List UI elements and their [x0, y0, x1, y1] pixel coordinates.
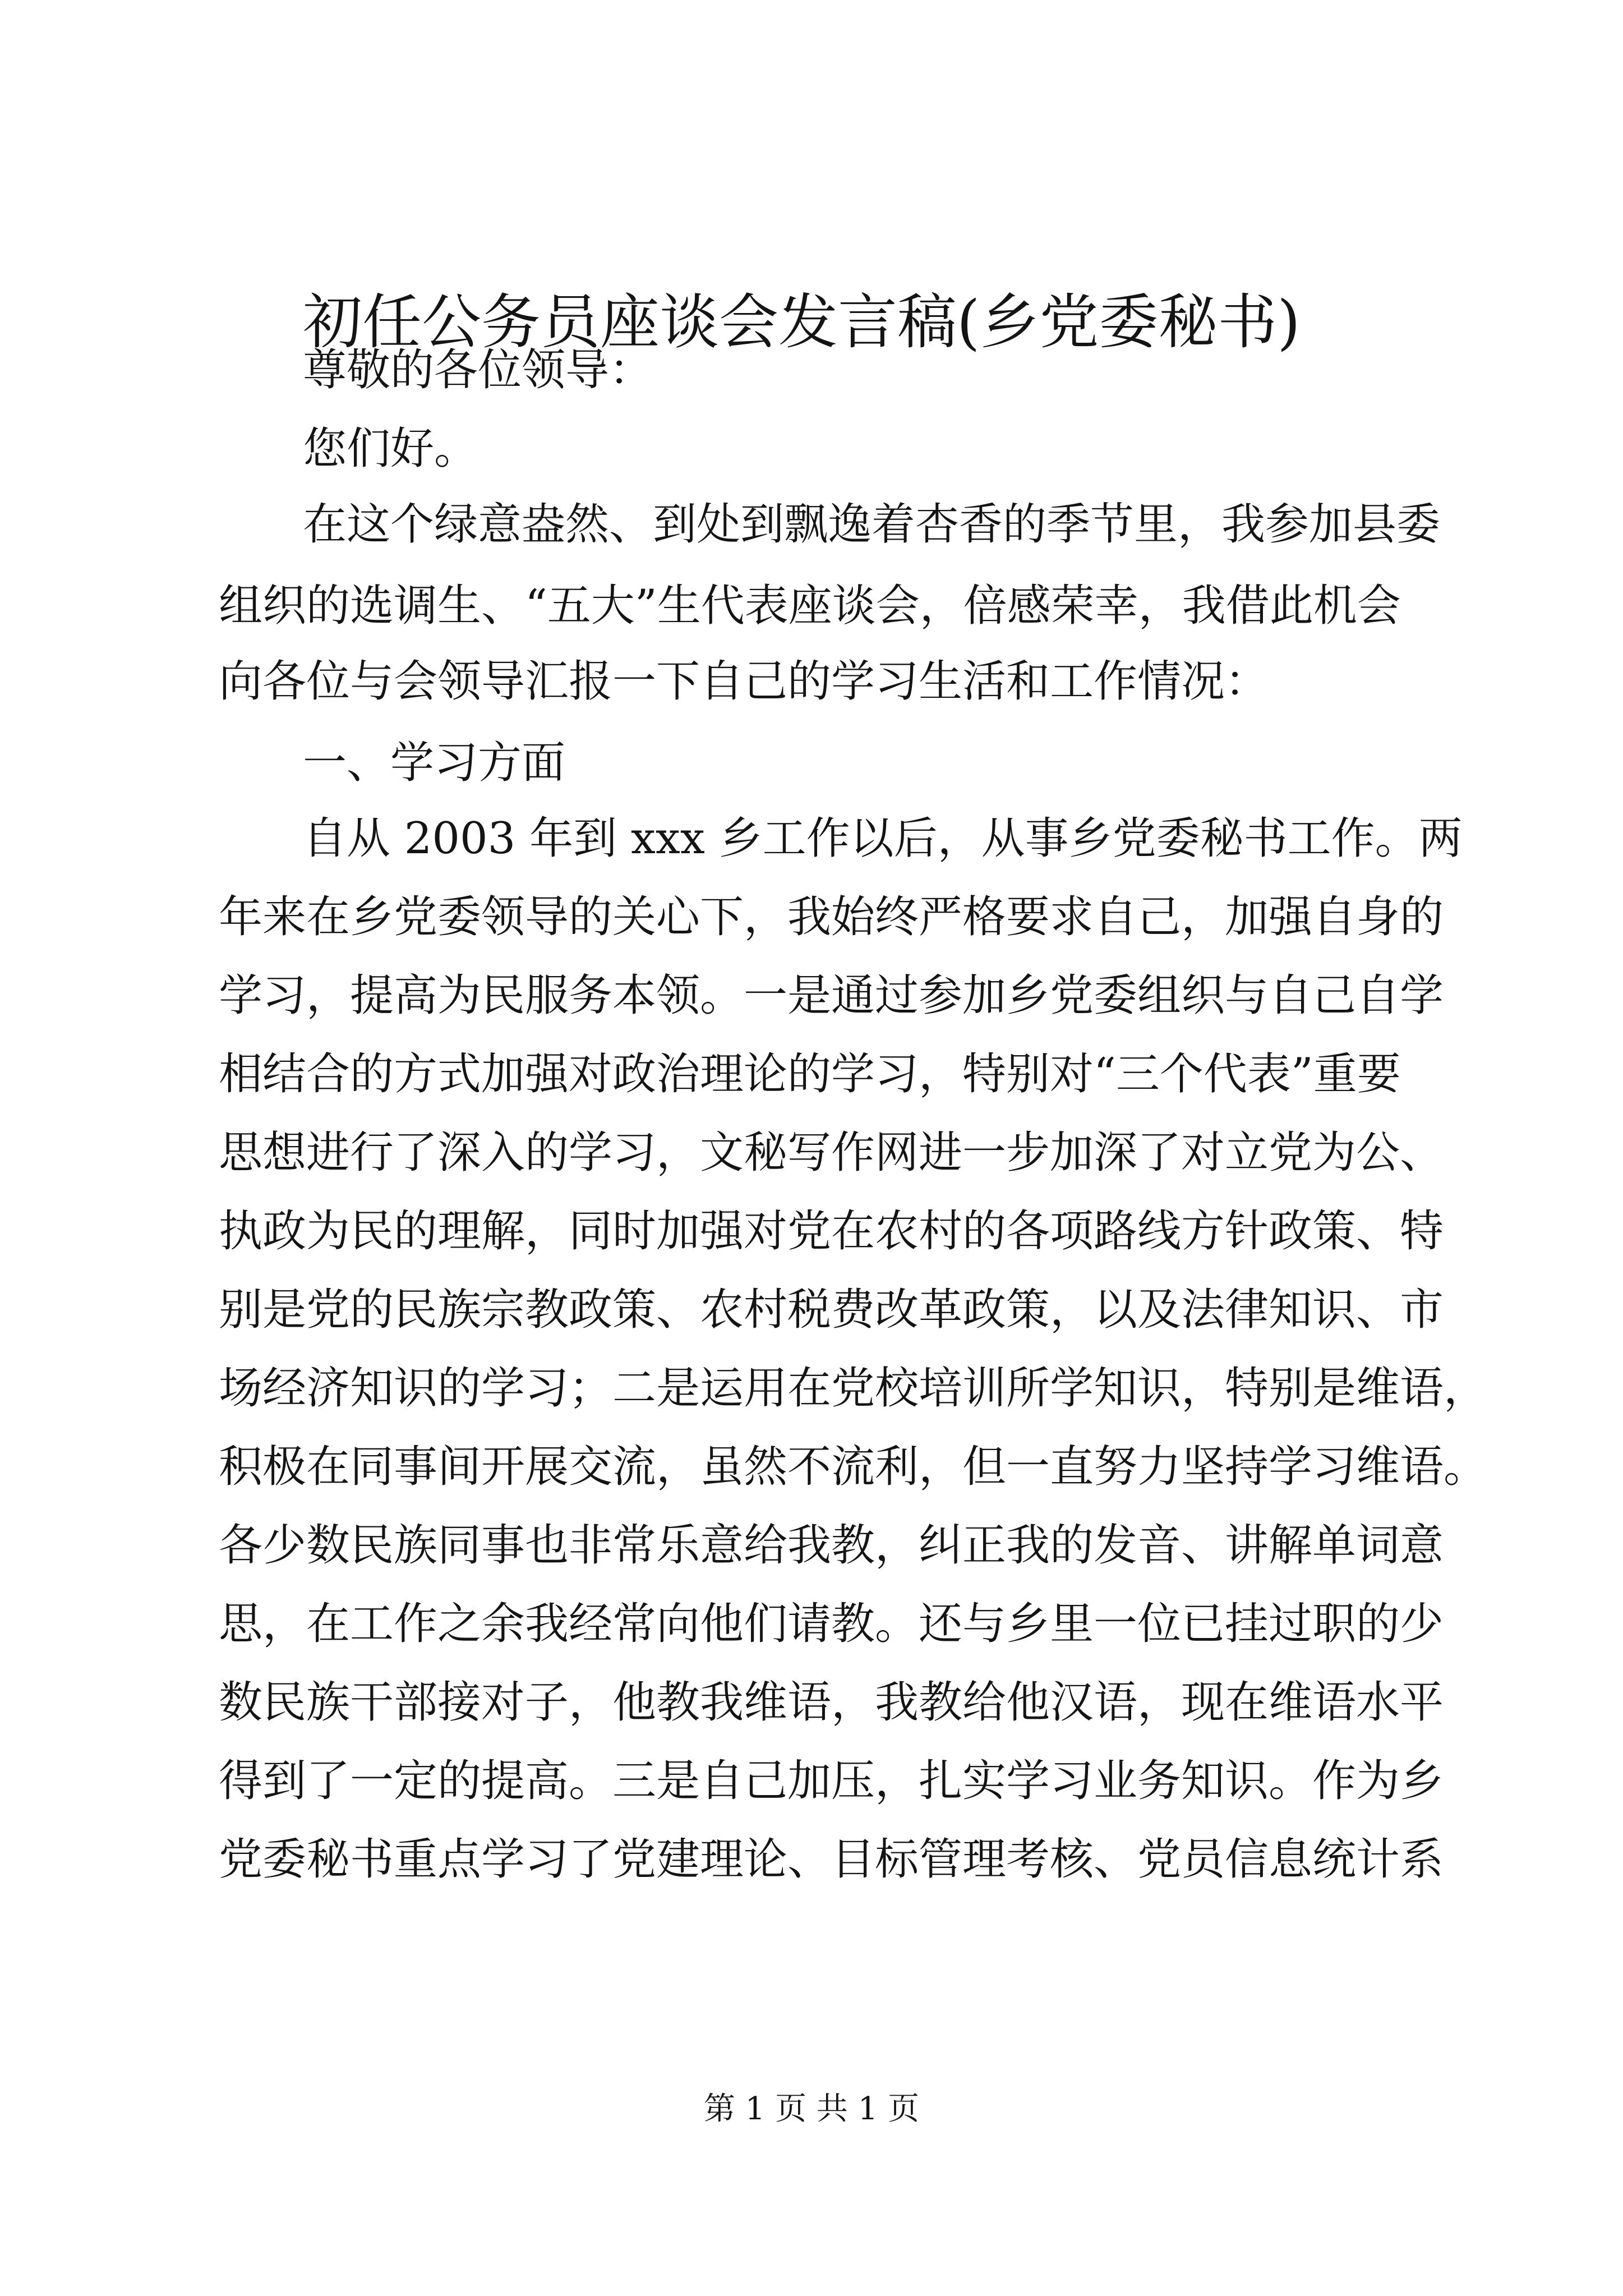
- paragraph-line: 别是党的民族宗教政策、农村税费改革政策，以及法律知识、市: [219, 1285, 1444, 1335]
- paragraph-line: 向各位与会领导汇报一下自己的学习生活和工作情况：: [219, 656, 1269, 707]
- page-number-footer: 第 1 页 共 1 页: [703, 2091, 920, 2127]
- paragraph-line: 得到了一定的提高。三是自己加压，扎实学习业务知识。作为乡: [219, 1756, 1444, 1806]
- paragraph-line: 在这个绿意盎然、到处到飘逸着杏香的季节里，我参加县委: [303, 499, 1441, 550]
- paragraph-line: 场经济知识的学习；二是运用在党校培训所学知识，特别是维语，: [219, 1363, 1488, 1414]
- paragraph-line: 数民族干部接对子，他教我维语，我教给他汉语，现在维语水平: [219, 1677, 1444, 1728]
- greeting-line: 您们好。: [303, 424, 478, 474]
- paragraph-line: 积极在同事间开展交流，虽然不流利，但一直努力坚持学习维语。: [219, 1442, 1488, 1492]
- salutation-line: 尊敬的各位领导：: [303, 345, 653, 395]
- paragraph-line: 年来在乡党委领导的关心下，我始终严格要求自己，加强自身的: [219, 892, 1444, 942]
- paragraph-line: 相结合的方式加强对政治理论的学习，特别对“三个代表”重要: [219, 1049, 1401, 1099]
- paragraph-line: 思，在工作之余我经常向他们请教。还与乡里一位已挂过职的少: [219, 1599, 1444, 1649]
- document-title: 初任公务员座谈会发言稿(乡党委秘书): [303, 288, 1301, 357]
- paragraph-line: 思想进行了深入的学习，文秘写作网进一步加深了对立党为公、: [219, 1128, 1444, 1178]
- paragraph-line: 组织的选调生、“五大”生代表座谈会，倍感荣幸，我借此机会: [219, 581, 1401, 631]
- paragraph-line: 党委秘书重点学习了党建理论、目标管理考核、党员信息统计系: [219, 1834, 1444, 1885]
- paragraph-line: 执政为民的理解，同时加强对党在农村的各项路线方针政策、特: [219, 1206, 1444, 1257]
- section-heading: 一、学习方面: [303, 738, 566, 788]
- paragraph-line: 各少数民族同事也非常乐意给我教，纠正我的发音、讲解单词意: [219, 1520, 1444, 1571]
- paragraph-line: 自从 2003 年到 xxx 乡工作以后，从事乡党委秘书工作。两: [303, 813, 1463, 864]
- paragraph-line: 学习，提高为民服务本领。一是通过参加乡党委组织与自己自学: [219, 970, 1444, 1021]
